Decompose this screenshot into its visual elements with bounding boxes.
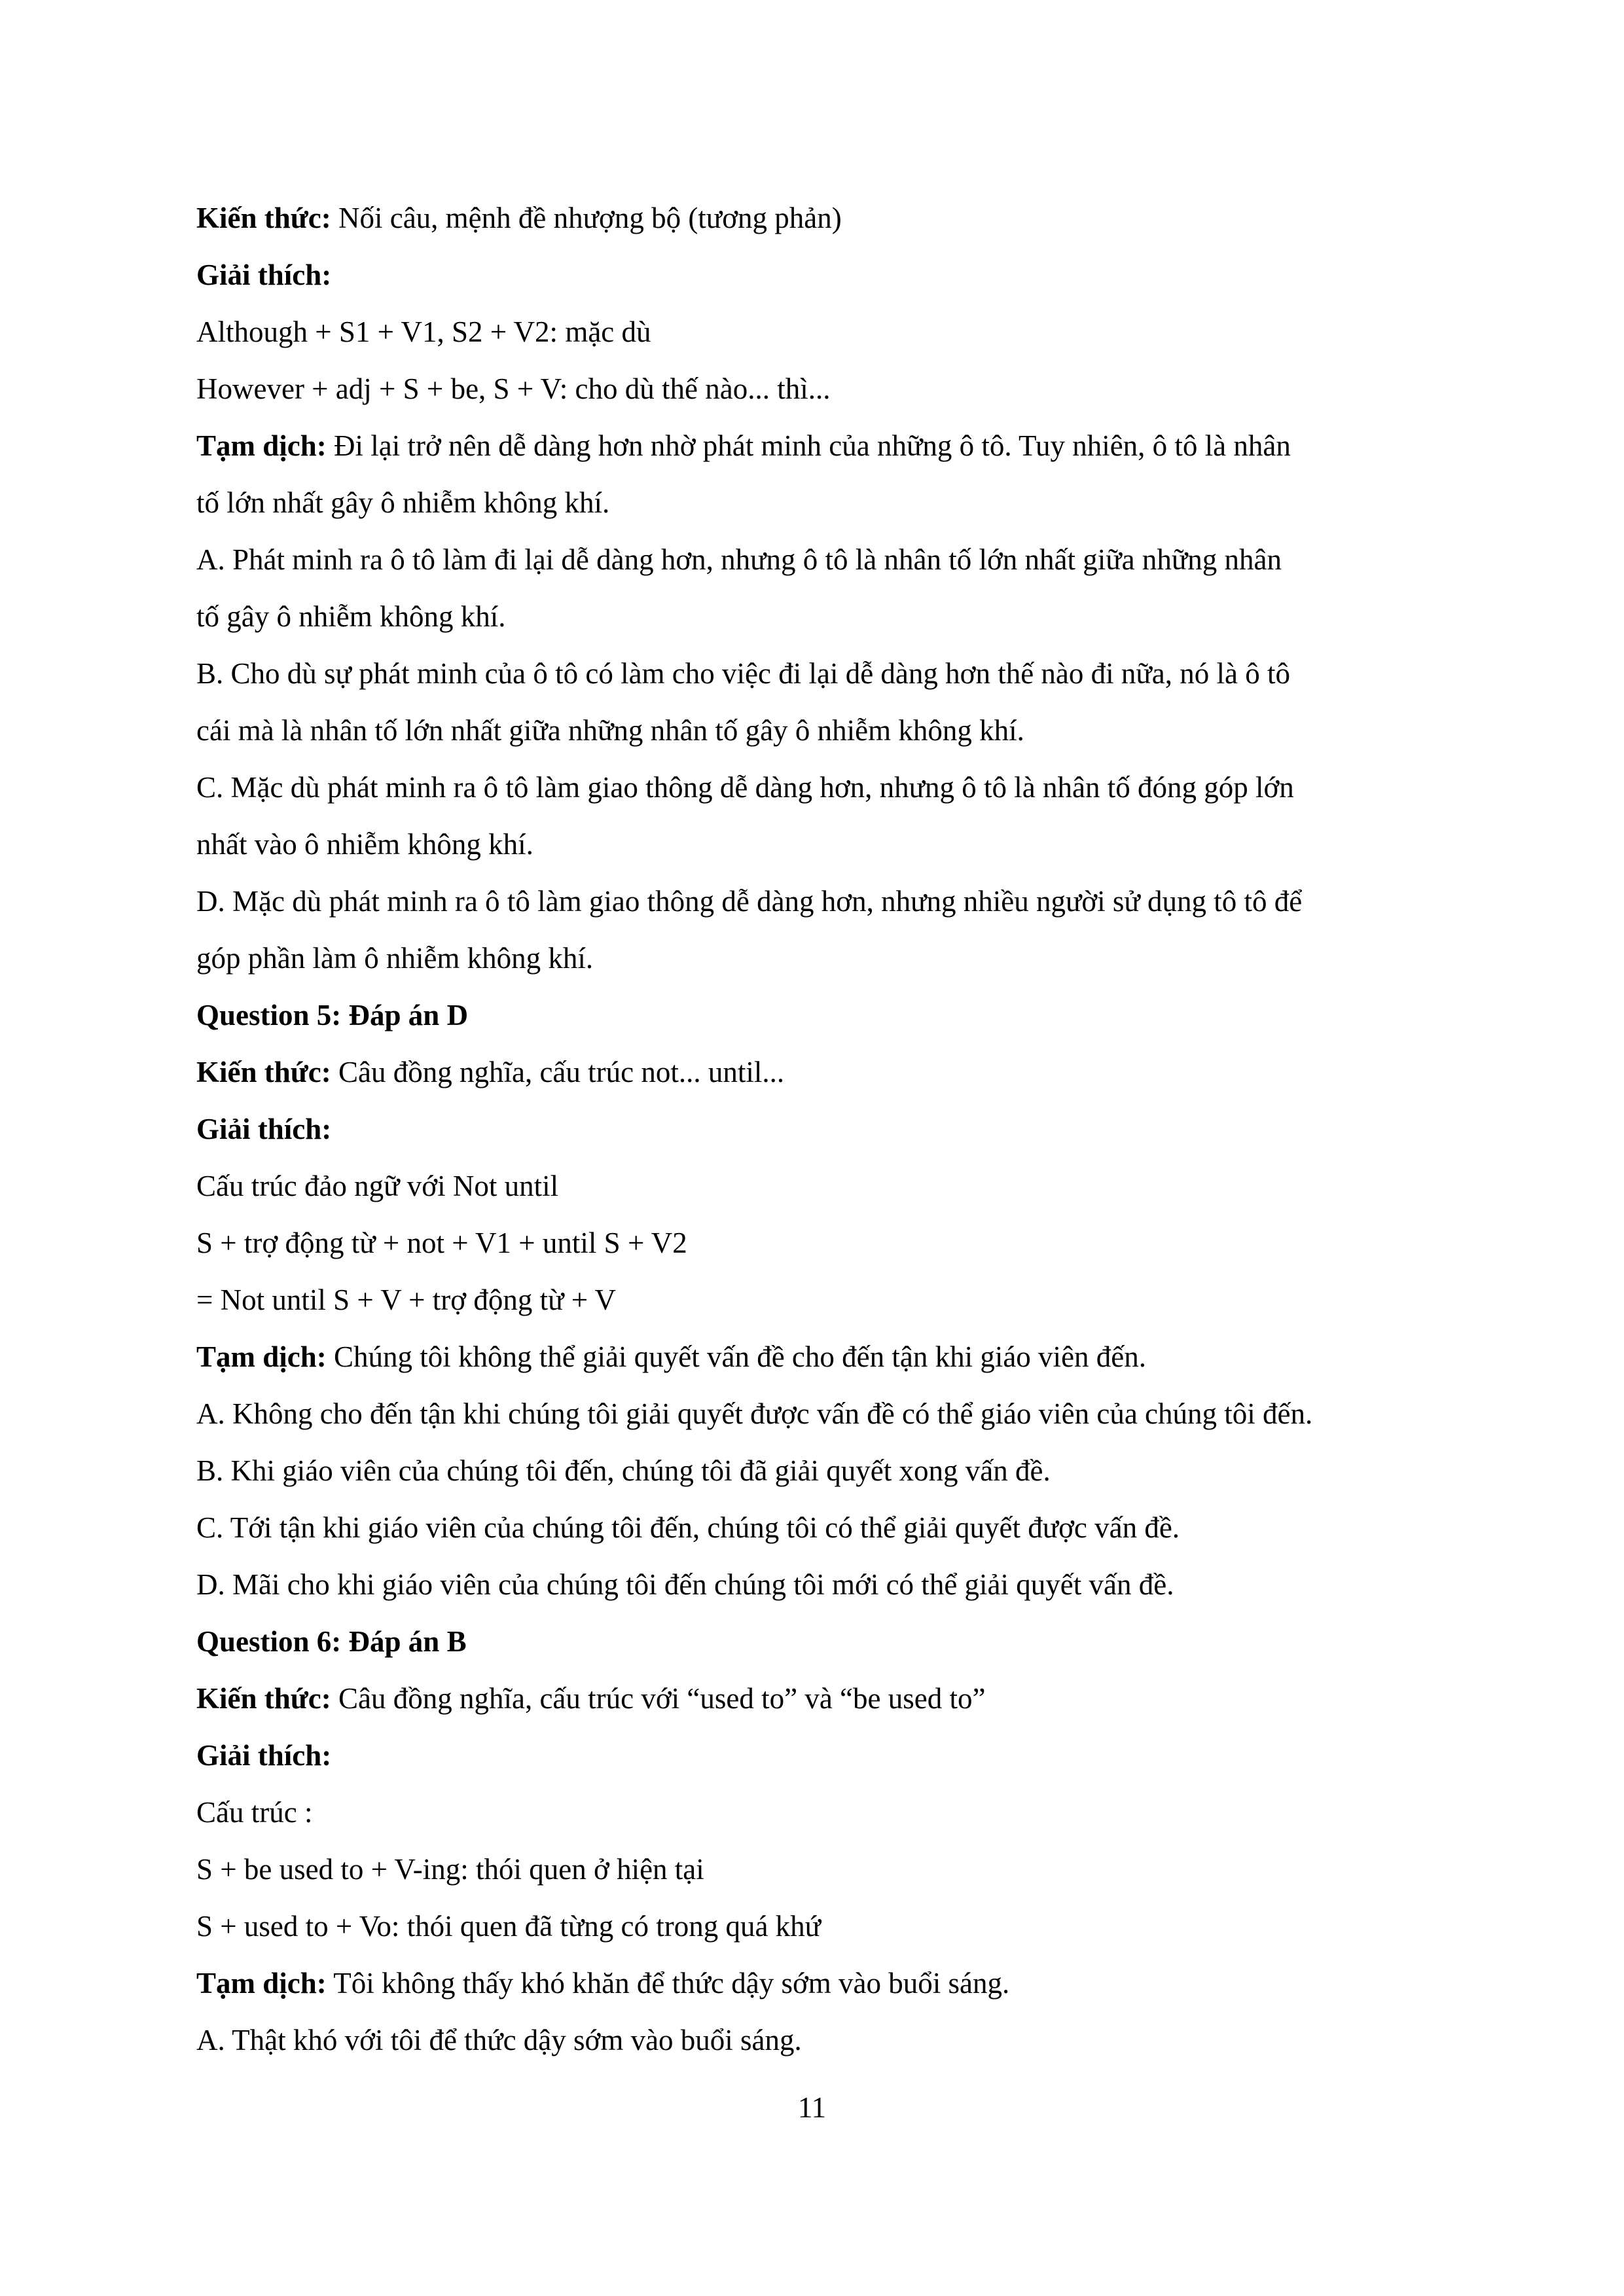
text-line (196, 1955, 1453, 2012)
line-text: Đi lại trở nên dễ dàng hơn nhờ phát minh của những ô tô. Tuy nhiên, ô tô là nhân (326, 429, 1291, 462)
text-line (196, 1556, 1453, 1613)
bold-label: Kiến thức: (196, 202, 331, 234)
line-text: tố lớn nhất gây ô nhiễm không khí. (196, 486, 610, 519)
text-line (196, 418, 1453, 475)
line-text: A. Không cho đến tận khi chúng tôi giải quyết được vấn đề có thể giáo viên của chúng tôi đến. (196, 1397, 1313, 1430)
line-text: S + used to + Vo: thói quen đã từng có trong quá khứ (196, 1910, 821, 1943)
line-text: D. Mặc dù phát minh ra ô tô làm giao thông dễ dàng hơn, nhưng nhiều người sử dụng tô tô để (196, 885, 1303, 918)
text-line (196, 645, 1453, 702)
text-line (196, 1329, 1453, 1386)
line-text: Nối câu, mệnh đề nhượng bộ (tương phản) (331, 202, 842, 234)
line-text: A. Phát minh ra ô tô làm đi lại dễ dàng hơn, nhưng ô tô là nhân tố lớn nhất giữa những nhân (196, 543, 1282, 576)
bold-label: Giải thích: (196, 259, 332, 291)
line-text: However + adj + S + be, S + V: cho dù thế nào... thì... (196, 372, 831, 405)
bold-label: Tạm dịch: (196, 429, 327, 462)
line-text: = Not until S + V + trợ động từ + V (196, 1283, 617, 1316)
line-text: B. Cho dù sự phát minh của ô tô có làm cho việc đi lại dễ dàng hơn thế nào đi nữa, nó là ô tô (196, 657, 1290, 690)
text-line (196, 190, 1453, 247)
text-line (196, 816, 1453, 873)
bold-label: Giải thích: (196, 1739, 332, 1772)
text-line (196, 304, 1453, 361)
text-line (196, 361, 1453, 418)
bold-label: Giải thích: (196, 1113, 332, 1145)
text-line (196, 531, 1453, 588)
line-text: C. Tới tận khi giáo viên của chúng tôi đến, chúng tôi có thể giải quyết được vấn đề. (196, 1511, 1180, 1544)
text-line (196, 1158, 1453, 1215)
line-text: D. Mãi cho khi giáo viên của chúng tôi đến chúng tôi mới có thể giải quyết vấn đề. (196, 1568, 1174, 1601)
line-text: tố gây ô nhiễm không khí. (196, 600, 506, 633)
question-heading (196, 987, 1453, 1044)
text-line (196, 873, 1453, 930)
page-number: 11 (797, 2091, 827, 2124)
question-heading (196, 1613, 1453, 1670)
text-line (196, 2012, 1453, 2069)
line-text: góp phần làm ô nhiễm không khí. (196, 942, 594, 975)
text-line (196, 475, 1453, 531)
line-text: S + be used to + V-ing: thói quen ở hiện tại (196, 1853, 704, 1886)
line-text: Câu đồng nghĩa, cấu trúc not... until... (331, 1056, 785, 1088)
bold-label: Question 6: Đáp án B (196, 1625, 467, 1658)
bold-label: Kiến thức: (196, 1056, 331, 1088)
text-line (196, 1443, 1453, 1499)
bold-label: Tạm dịch: (196, 1340, 327, 1373)
bold-label: Tạm dịch: (196, 1967, 327, 2000)
line-text: A. Thật khó với tôi để thức dậy sớm vào buổi sáng. (196, 2024, 802, 2056)
text-line (196, 1841, 1453, 1898)
line-text: nhất vào ô nhiễm không khí. (196, 828, 533, 861)
text-line (196, 1727, 1453, 1784)
line-text: Cấu trúc đảo ngữ với Not until (196, 1170, 559, 1202)
text-line (196, 1386, 1453, 1443)
text-line (196, 1670, 1453, 1727)
line-text: Tôi không thấy khó khăn để thức dậy sớm vào buổi sáng. (326, 1967, 1010, 2000)
text-line (196, 1272, 1453, 1329)
text-line (196, 702, 1453, 759)
line-text: S + trợ động từ + not + V1 + until S + V2 (196, 1227, 687, 1259)
line-text: Câu đồng nghĩa, cấu trúc với “used to” và “be used to” (331, 1682, 986, 1715)
line-text: Although + S1 + V1, S2 + V2: mặc dù (196, 315, 651, 348)
text-line (196, 1044, 1453, 1101)
text-line (196, 1784, 1453, 1841)
text-line (196, 1101, 1453, 1158)
line-text: cái mà là nhân tố lớn nhất giữa những nhân tố gây ô nhiễm không khí. (196, 714, 1024, 747)
bold-label: Question 5: Đáp án D (196, 999, 469, 1031)
text-line (196, 1898, 1453, 1955)
line-text: Cấu trúc : (196, 1796, 313, 1829)
text-line (196, 1499, 1453, 1556)
text-line (196, 1215, 1453, 1272)
line-text: C. Mặc dù phát minh ra ô tô làm giao thông dễ dàng hơn, nhưng ô tô là nhân tố đóng góp lớn (196, 771, 1294, 804)
line-text: Chúng tôi không thể giải quyết vấn đề cho đến tận khi giáo viên đến. (326, 1340, 1147, 1373)
text-line (196, 930, 1453, 987)
bold-label: Kiến thức: (196, 1682, 331, 1715)
line-text: B. Khi giáo viên của chúng tôi đến, chúng tôi đã giải quyết xong vấn đề. (196, 1454, 1051, 1487)
text-line (196, 247, 1453, 304)
page-body (196, 190, 1453, 2069)
text-line (196, 759, 1453, 816)
text-line (196, 588, 1453, 645)
